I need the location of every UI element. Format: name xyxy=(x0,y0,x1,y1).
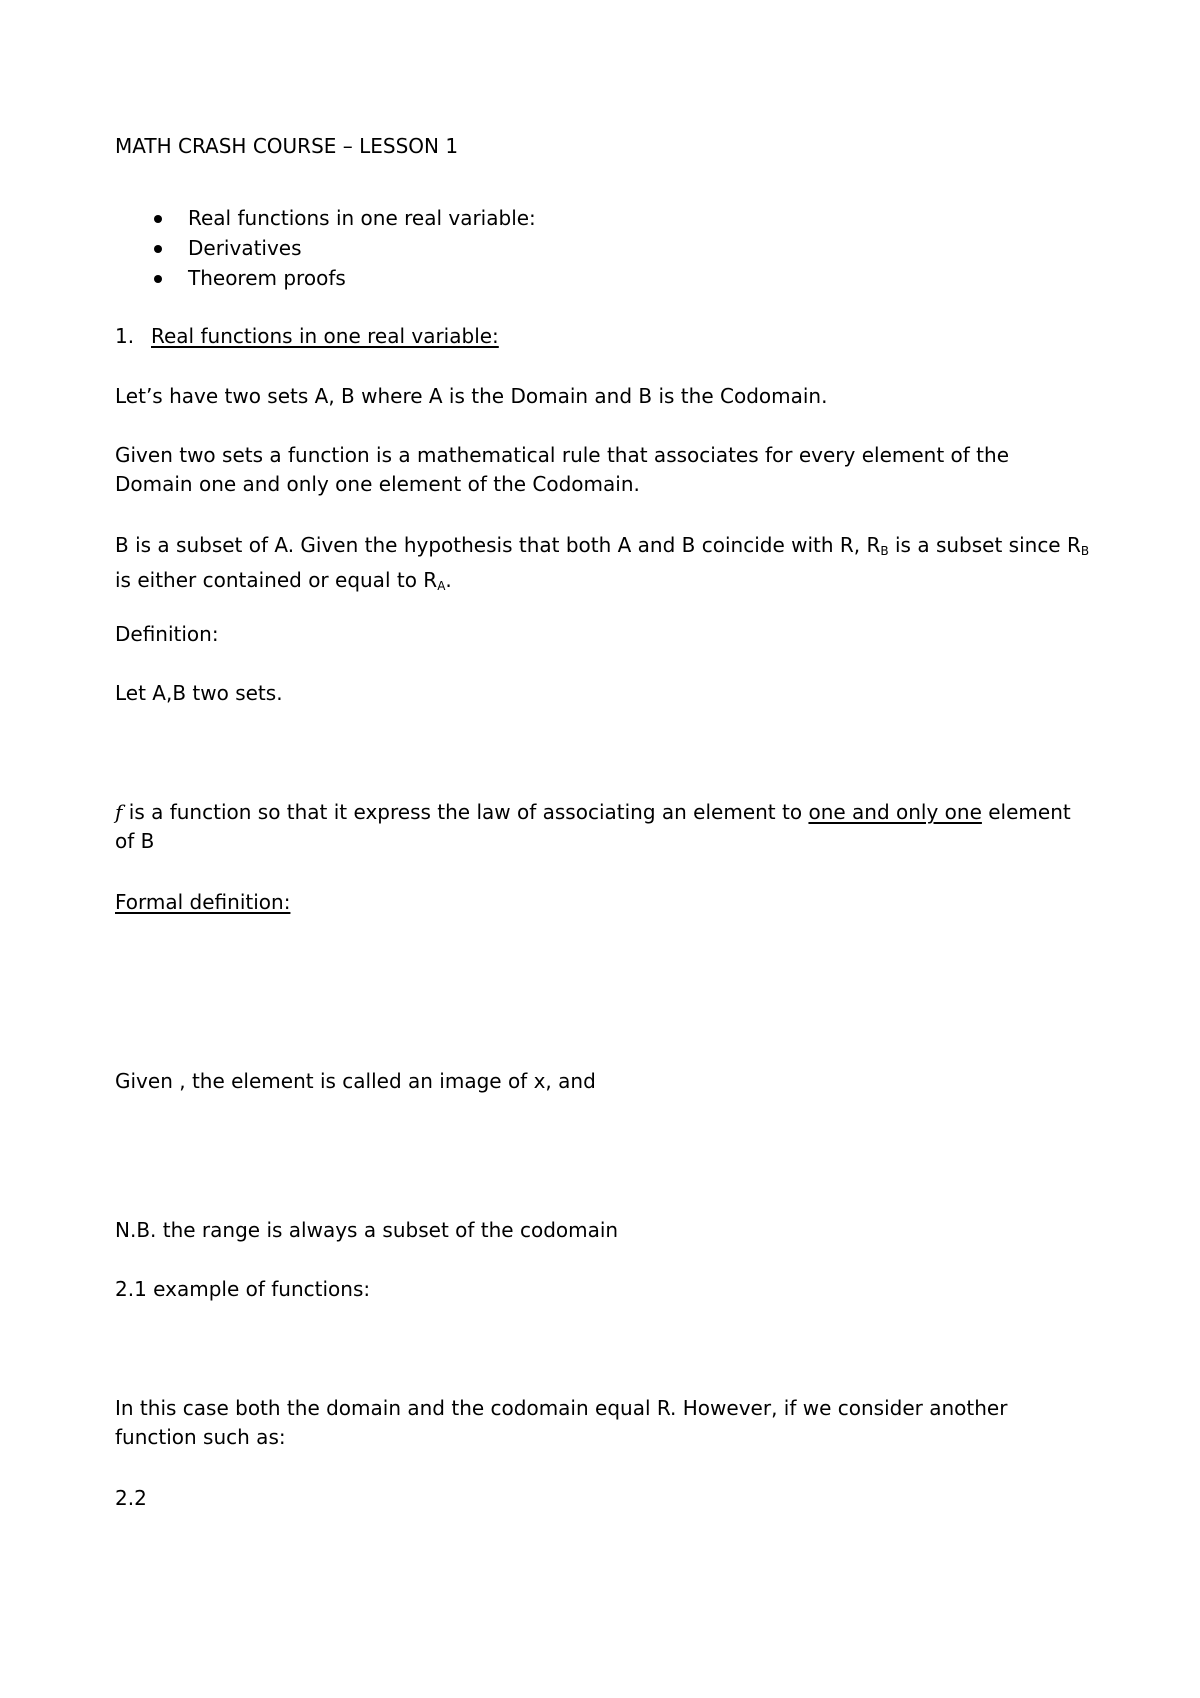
list-item: Derivatives xyxy=(148,234,536,264)
function-statement: f is a function so that it express the law of associating an element to one and only one element of B xyxy=(115,800,1071,853)
section-heading xyxy=(115,322,1090,351)
item-2-2: 2.2 xyxy=(115,1486,147,1510)
let-sets-statement: Let A,B two sets. xyxy=(115,681,283,705)
bullet-icon xyxy=(154,215,162,223)
bullet-icon xyxy=(154,245,162,253)
example-label: 2.1 example of functions: xyxy=(115,1277,371,1301)
document-title: MATH CRASH COURSE – LESSON 1 xyxy=(115,134,459,158)
list-item: Real functions in one real variable: xyxy=(148,204,536,234)
paragraph-function-rule: Given two sets a function is a mathematical rule that associates for every element of the Domain one and only one element of the Codomain. xyxy=(115,443,1010,496)
definition-label: Definition: xyxy=(115,622,219,646)
section-number: 1. xyxy=(115,324,135,348)
topic-list xyxy=(148,204,536,294)
paragraph-subset: B is a subset of A. Given the hypothesis that both A and B coincide with R, $R_B$ is a subset since $R_B$ is either contained or equal to $R_A$. xyxy=(115,533,1090,593)
paragraph-domain-codomain: In this case both the domain and the codomain equal R. However, if we consider another function such as: xyxy=(115,1396,1008,1449)
paragraph-sets: Let’s have two sets A, B where A is the Domain and B is the Codomain. xyxy=(115,384,828,408)
formal-definition-label: Formal definition: xyxy=(115,890,291,914)
bullet-icon xyxy=(154,275,162,283)
section-title: Real functions in one real variable: xyxy=(151,324,499,348)
list-item: Theorem proofs xyxy=(148,264,536,294)
image-statement: Given , the element is called an image of x, and xyxy=(115,1069,596,1093)
range-note: N.B. the range is always a subset of the codomain xyxy=(115,1218,619,1242)
